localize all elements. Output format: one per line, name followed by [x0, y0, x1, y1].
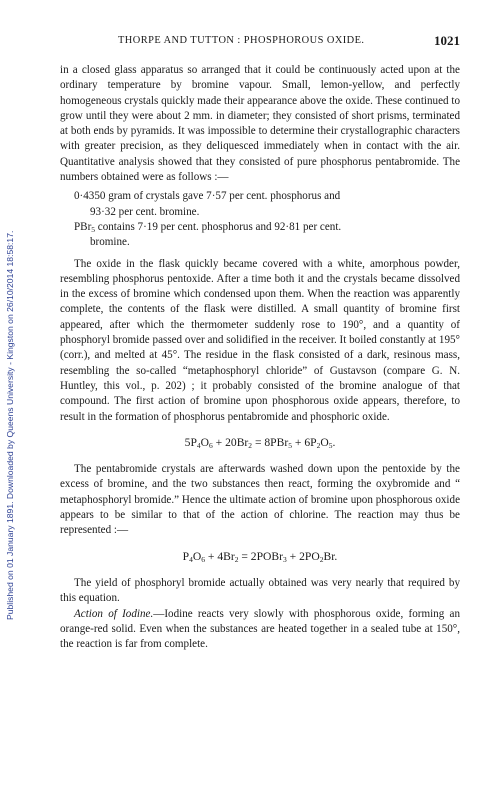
- equation-pentabromide: $5P_4O_6 + 20Br_2 = 8PBr_5 + 6P_2O_5$.: [184, 435, 336, 450]
- download-watermark: Published on 01 January 1891. Downloaded by Queens University - Kingston on 26/10/2014 18:58:17.: [5, 230, 15, 620]
- equation-oxybromide: $P_4O_6 + 4Br_2$ = 2POBr$_3$ + $2PO_2Br$.: [182, 549, 338, 564]
- paragraph-pentabromide-crystals: The pentabromide crystals are afterwards washed down upon the pentoxide by the excess of bromine, and the two substances then react, forming the oxybromide and “ metaphosphoryl bromide.” Hence the ultimate action of bromine upon phosphorous oxide appears to be similar to that of the action of chlorine. The reaction may thus be represented :—: [60, 463, 460, 537]
- analysis-calculated-line: contains 7·19 per cent. phosphorus and 92·81 per cent.: [95, 220, 342, 233]
- analysis-calculated-cont: bromine.: [90, 236, 130, 249]
- page-header: [60, 34, 460, 50]
- formula-pbr5: PBr$_5$: [74, 220, 96, 234]
- section-heading-iodine: Action of Iodine.: [74, 607, 154, 620]
- analysis-found-line: 0·4350 gram of crystals gave 7·57 per cent. phosphorus and: [74, 190, 341, 203]
- article-body: [60, 63, 460, 652]
- analysis-found-cont: 93·32 per cent. bromine.: [90, 205, 200, 218]
- paragraph-oxide-flask: The oxide in the flask quickly became covered with a white, amorphous powder, resembling phosphorus pentoxide. After a time both it and the crystals became dissolved in the excess of bromine which condensed upon them. When the reaction was apparently complete, the contents of the flask were distilled. A small quantity of bromine first appeared, after which the thermometer suddenly rose to 190°, and a quantity of phosphoryl bromide passed over and solidified in the receiver. It boiled constantly at 195° (corr.), and melted at 45°. The residue in the flask consisted of a dark, resinous mass, resembling the so-called “metaphosphoryl chloride” of Gustavson (compare G. N. Huntley, this vol., p. 202) ; it probably consisted of the bromine analogue of that compound. The first action of bromine upon phosphorous oxide appears, therefore, to result in the formation of phosphorus pentabromide and phosphoric oxide.: [60, 257, 460, 423]
- paragraph-iodine: [60, 607, 460, 653]
- page-number: 1021: [434, 33, 460, 48]
- paragraph-iodine-text: —Iodine reacts very slowly with phosphorous oxide, forming an orange-red solid. Even when the substances are heated together in a sealed tube at 150°, the reaction is far from complete.: [60, 607, 460, 651]
- paragraph-yield: The yield of phosphoryl bromide actually obtained was very nearly that required by this equation.: [60, 576, 460, 605]
- analysis-found: [60, 189, 460, 220]
- analysis-results: [60, 189, 460, 250]
- running-head: THORPE AND TUTTON : PHOSPHOROUS OXIDE.: [118, 35, 365, 46]
- paragraph-bromine-vapour: in a closed glass apparatus so arranged that it could be continuously acted upon at the ordinary temperature by bromine vapour. Small, lemon-yellow, and perfectly homogeneous crystals quickly made their appearance above the oxide. These continued to grow until they were about 2 mm. in diameter; they consisted of short prisms, terminated at both ends by pyramids. It was impossible to determine their crystallographic characters with greater precision, as they deliquesced immediately when in contact with the air. Quantitative analysis showed that they consisted of pure phosphorus pentabromide. The numbers obtained were as follows :—: [60, 64, 460, 184]
- analysis-calculated: [60, 220, 460, 251]
